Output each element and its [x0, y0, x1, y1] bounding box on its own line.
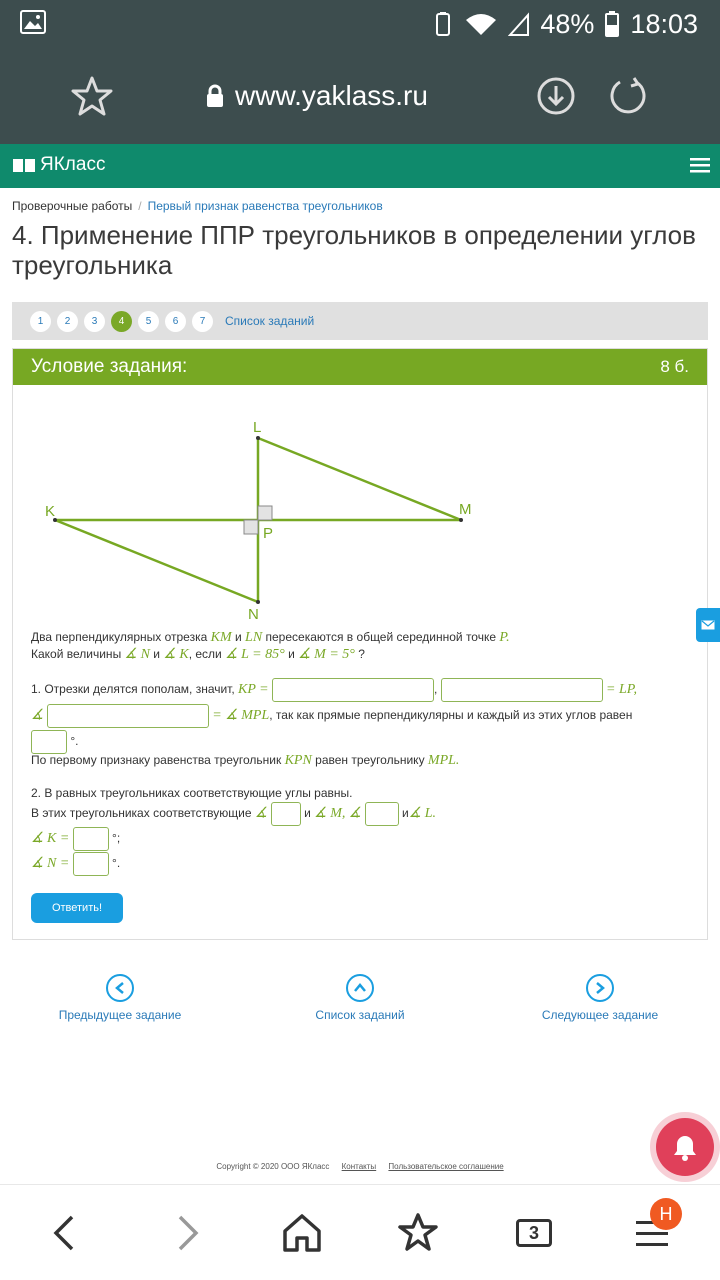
task-text: Два перпендикулярных отрезка [31, 630, 208, 644]
math: P. [499, 630, 510, 645]
contacts-link[interactable]: Контакты [341, 1162, 377, 1171]
label-P: P [263, 525, 274, 542]
math: ∡ L. [408, 806, 437, 821]
task-text: и [288, 647, 295, 661]
task-text: и [153, 647, 160, 661]
battery-icon [604, 11, 620, 37]
task-text: 1. Отрезки делятся пополам, значит, [31, 682, 235, 696]
pager-item[interactable]: 2 [57, 311, 78, 332]
battery-saver-icon [432, 11, 454, 37]
nav-label: Следующее задание [541, 1008, 659, 1022]
math: = LP, [606, 682, 637, 697]
math: ∡ L = 85° [225, 647, 285, 662]
task-line [31, 677, 637, 702]
pager-item[interactable]: 1 [30, 311, 51, 332]
home-icon[interactable] [280, 1211, 324, 1255]
signal-icon [508, 11, 530, 37]
math: ∡ N = [31, 856, 70, 871]
nav-label: Список заданий [315, 1008, 405, 1022]
math: ∡ M = 5° [298, 647, 355, 662]
pager-item[interactable]: 6 [165, 311, 186, 332]
task-card-header [13, 349, 707, 385]
task-text: , так как прямые перпендикулярны и каждый из этих углов равен [269, 708, 633, 722]
status-bar [0, 0, 720, 48]
geometry-figure [43, 413, 493, 623]
nav-label: Предыдущее задание [58, 1008, 182, 1022]
label-N: N [248, 606, 259, 623]
task-text: и [234, 630, 242, 644]
math: = ∡ MPL [212, 708, 270, 723]
task-text: ? [358, 647, 365, 661]
task-line [31, 851, 120, 876]
math: MPL. [427, 753, 460, 768]
math: ∡ M, [314, 806, 346, 821]
task-pager [12, 302, 708, 340]
task-text: Какой величины [31, 647, 122, 661]
task-line [31, 801, 436, 826]
pager-item[interactable]: 7 [192, 311, 213, 332]
task-line [31, 826, 120, 851]
point-L [256, 436, 260, 440]
back-arrow-icon[interactable] [44, 1211, 88, 1255]
address-bar[interactable] [205, 78, 428, 114]
answer-input-1[interactable] [272, 678, 434, 702]
chevron-left-icon [106, 974, 134, 1002]
answer-input-3[interactable] [47, 704, 209, 728]
task-card-title: Условие задания: [31, 356, 188, 377]
task-list-link[interactable]: Список заданий [225, 314, 315, 328]
copyright-text: Copyright © 2020 ООО ЯКласс [216, 1162, 330, 1171]
breadcrumb-separator: / [138, 199, 142, 213]
feedback-tab[interactable] [696, 608, 720, 642]
chevron-right-icon [586, 974, 614, 1002]
task-text: и [304, 806, 311, 820]
math: KP = [238, 682, 269, 697]
pager-item[interactable]: 5 [138, 311, 159, 332]
task-text: пересекаются в общей серединной точке [265, 630, 497, 644]
logo-text: ЯКласс [40, 154, 106, 175]
segment-KN [55, 520, 258, 602]
math: ∡ K = [31, 831, 70, 846]
browser-toolbar [0, 48, 720, 144]
envelope-icon [701, 620, 715, 630]
answer-input-2[interactable] [441, 678, 603, 702]
right-angle-mark [244, 520, 258, 534]
math: KM [210, 630, 232, 645]
battery-percent: 48% [540, 8, 595, 39]
site-header [0, 144, 720, 188]
answer-input-7[interactable] [73, 827, 109, 851]
profile-badge[interactable]: Н [650, 1198, 682, 1230]
segment-LM [258, 438, 461, 520]
task-points: 8 б. [660, 357, 689, 376]
book-icon [12, 157, 36, 173]
breadcrumb [12, 199, 383, 213]
clock: 18:03 [630, 8, 698, 39]
math: ∡ [348, 806, 362, 821]
task-line [31, 785, 353, 801]
point-N [256, 600, 260, 604]
task-card [12, 348, 708, 940]
breadcrumb-item[interactable]: Первый признак равенства треугольников [147, 199, 383, 213]
image-icon [20, 10, 46, 34]
bookmark-star-icon[interactable] [70, 74, 114, 118]
download-icon[interactable] [536, 76, 576, 116]
answer-input-8[interactable] [73, 852, 109, 876]
pager-item-active[interactable]: 4 [111, 311, 132, 332]
label-K: K [45, 503, 56, 520]
task-text: В этих треугольниках соответствующие [31, 806, 252, 820]
notification-bell-button[interactable] [656, 1118, 714, 1176]
submit-button[interactable]: Ответить! [31, 893, 123, 923]
tabs-count: 3 [516, 1219, 552, 1247]
answer-input-5[interactable] [271, 802, 301, 826]
task-line [31, 646, 365, 663]
math: ∡ K [163, 647, 189, 662]
math: ∡ [254, 806, 268, 821]
prev-task-button[interactable] [20, 974, 220, 1022]
task-text: равен треугольнику [315, 753, 425, 767]
label-L: L [253, 419, 262, 436]
point-M [459, 518, 463, 522]
bell-icon [672, 1133, 698, 1161]
task-line [31, 703, 632, 728]
footer [0, 1162, 720, 1171]
answer-input-4[interactable] [31, 730, 67, 754]
site-logo[interactable] [12, 154, 105, 176]
hamburger-menu-icon[interactable] [690, 156, 710, 174]
bookmarks-star-icon[interactable] [396, 1211, 440, 1255]
task-text: и [401, 806, 409, 820]
math: LN [245, 630, 263, 645]
task-text: °; [112, 831, 121, 845]
forward-arrow-icon[interactable] [164, 1211, 208, 1255]
task-line [31, 629, 510, 646]
math: ∡ N [124, 647, 150, 662]
url-text: www.yaklass.ru [235, 80, 428, 111]
task-text: °. [70, 734, 79, 748]
task-text: 2. В равных треугольниках соответствующие углы равны. [31, 786, 353, 800]
right-angle-mark [258, 506, 272, 520]
task-line [31, 752, 459, 769]
chevron-up-icon [346, 974, 374, 1002]
browser-bottom-bar [0, 1184, 720, 1280]
reload-icon[interactable] [606, 74, 650, 118]
task-text: , если [188, 647, 222, 661]
answer-input-6[interactable] [365, 802, 399, 826]
pager-item[interactable]: 3 [84, 311, 105, 332]
task-list-button[interactable] [260, 974, 460, 1022]
tabs-button[interactable] [512, 1211, 556, 1255]
wifi-icon [464, 11, 498, 37]
math: ∡ [31, 708, 44, 723]
task-text: , [433, 682, 438, 696]
next-task-button[interactable] [500, 974, 700, 1022]
lock-icon [205, 84, 225, 108]
breadcrumb-item[interactable]: Проверочные работы [12, 199, 133, 213]
task-line [31, 729, 78, 754]
task-text: По первому признаку равенства треугольник [31, 753, 282, 767]
math: KPN [284, 753, 312, 768]
page-title: 4. Применение ППР треугольников в определении углов треугольника [12, 220, 696, 280]
label-M: M [459, 501, 472, 518]
agreement-link[interactable]: Пользовательское соглашение [388, 1162, 504, 1171]
task-text: °. [112, 856, 121, 870]
